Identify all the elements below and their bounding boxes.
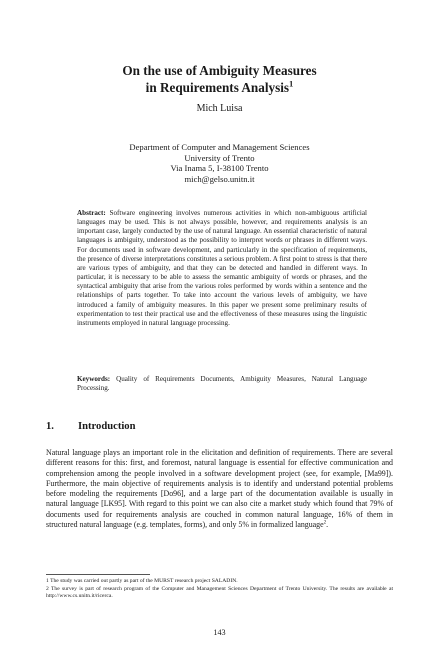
footnote-rule — [46, 574, 150, 575]
footnote-2: 2 The survey is part of research program of the Computer and Management Sciences Department of Trento University. The results are available at http://www.cs.unitn.it/ricerca. — [46, 585, 393, 600]
affiliation-line-1: Department of Computer and Management Sciences — [129, 142, 310, 152]
keywords-text: Quality of Requirements Documents, Ambiguity Measures, Natural Language Processing. — [77, 375, 367, 393]
page-number: 143 — [213, 628, 226, 637]
affiliation-line-2: University of Trento — [184, 152, 255, 163]
section-heading — [46, 421, 136, 432]
intro-paragraph: Natural language plays an important role in the elicitation and definition of requirements. There are several different reasons for this: first, and foremost, natural language is essential for effective communication and comprehension among the people involved in a software development project (see, for example, [Ma99]). Furthermore, the main objective of requirements analysis is to identify and understand potential problems before modeling the requirements [Do96], and a large part of the documentation available is usually in natural language [LK95]. With regard to this point we can also cite a market study which found that 79% of documents used for requirements analysis are couched in common natural language, 16% of them in structured natural language (e.g. templates, forms), and only 5% in formalized language$^2$. — [46, 448, 393, 530]
abstract-label: Abstract: — [77, 209, 106, 217]
keywords-label: Keywords: — [77, 375, 111, 383]
paper-title — [0, 62, 439, 96]
footnotes — [46, 578, 393, 601]
title-footnote-mark: 1 — [289, 78, 294, 89]
title-line-1: On the use of Ambiguity Measures — [122, 63, 317, 78]
intro-text: Natural language plays an important role in the elicitation and definition of requirements. There are several different reasons for this: first, and foremost, natural language is essential for effective communication and comprehension among the people involved in a software development project (see, for example, [Ma99]). Furthermore, the main objective of requirements analysis is to identify and understand potential problems before modeling the requirements [Do96], and a large part of the documentation available is usually in natural language [LK95]. With regard to this point we can also cite a market study which found that 79% of documents used for requirements analysis are couched in common natural language, 16% of them in structured natural language (e.g. templates, forms), and only 5% in formalized language — [46, 448, 393, 530]
intro-footnote-mark: 2 — [323, 519, 327, 526]
author-name: Mich Luisa — [196, 103, 243, 114]
affiliation-line-3: Via Inama 5, I-38100 Trento — [170, 163, 269, 174]
affiliation — [0, 142, 439, 184]
abstract — [77, 209, 367, 328]
footnote-1: 1 The study was carried out partly as part of the MURST research project SALADIN. — [46, 578, 238, 584]
section-title: Introduction — [78, 421, 136, 432]
author-email: mich@gelso.unitn.it — [184, 173, 255, 184]
section-number: 1. — [46, 421, 54, 432]
keywords — [77, 375, 367, 393]
abstract-text: Software engineering involves numerous activities in which non-ambiguous artificial languages may be used. This is not always possible, however, and requirements analysis is an important case, largely conducted by the use of natural language. An essential characteristic of natural languages is ambiguity, understood as the possibility to interpret words or phrases in different ways. For documents used in software development, and particularly in the specification of requirements, the presence of diverse interpretations constitutes a serious problem. A first point to stress is that there are various types of ambiguity, and that they can be detected and handled in different ways. In particular, it is necessary to be able to assess the semantic ambiguity of words or phrases, and the syntactical ambiguity that arise from the various roles performed by words within a sentence and the relationships of parts together. To take into account the various levels of ambiguity, we have introduced a family of ambiguity measures. In this paper we present some preliminary results of experimentation to test their practical use and the effectiveness of these measures using the linguistic instruments employed in natural language processing. — [77, 209, 367, 327]
title-line-2: in Requirements Analysis$^1$ — [145, 78, 294, 95]
